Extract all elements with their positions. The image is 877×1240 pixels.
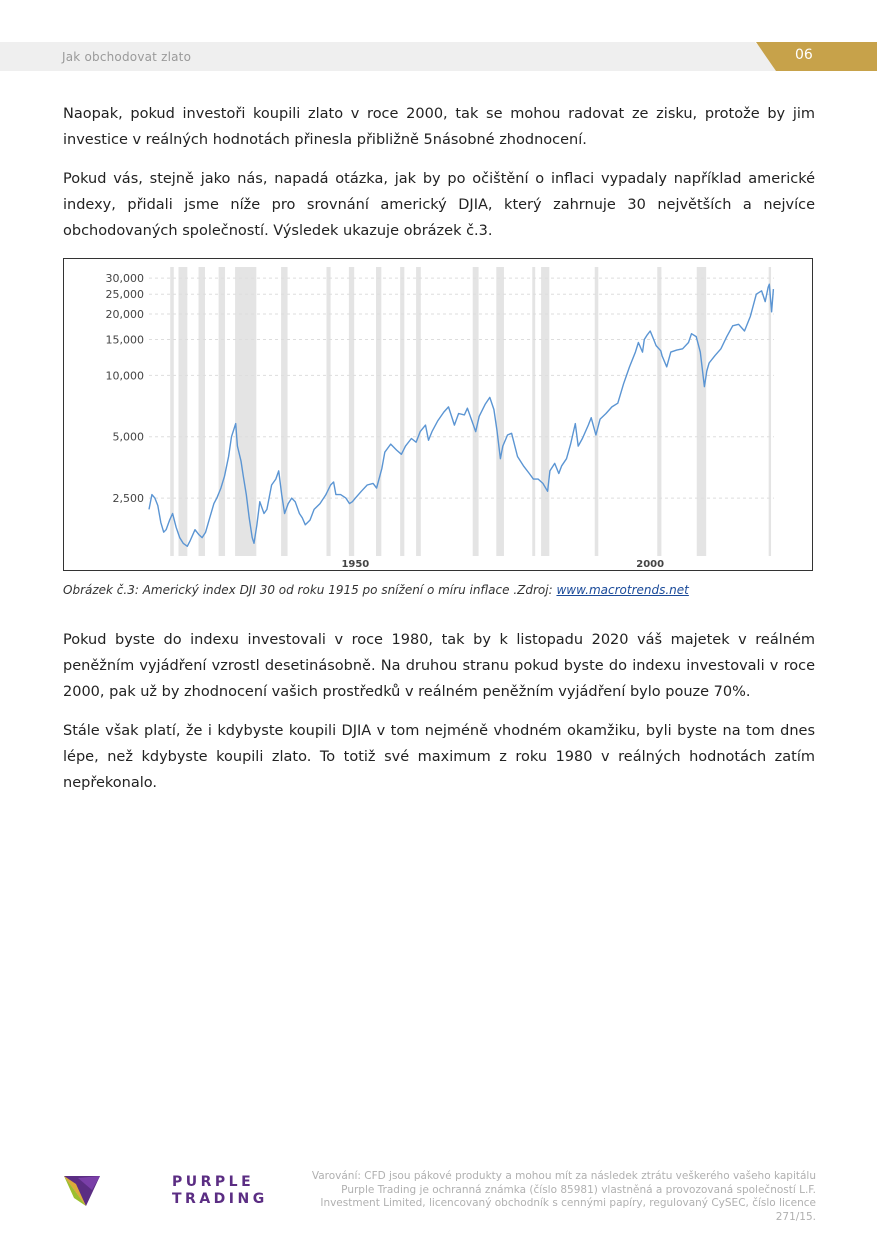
x-tick-label: 1950 <box>341 559 370 570</box>
recession-band <box>496 267 504 556</box>
recession-band <box>326 267 330 556</box>
recession-band <box>199 267 205 556</box>
y-tick-label: 2,500 <box>112 492 144 506</box>
logo-text-trading: TRADING <box>172 1191 268 1207</box>
y-tick-label: 5,000 <box>112 430 144 444</box>
recession-band <box>532 267 535 556</box>
recession-band <box>170 267 174 556</box>
document-title: Jak obchodovat zlato <box>62 50 192 64</box>
recession-band <box>219 267 225 556</box>
page-number-tab <box>756 42 877 71</box>
recession-band <box>657 267 661 556</box>
logo-mark-icon <box>64 1176 100 1210</box>
y-tick-label: 25,000 <box>105 288 144 302</box>
recession-band <box>400 267 404 556</box>
y-tick-label: 10,000 <box>105 369 144 383</box>
y-tick-label: 30,000 <box>105 272 144 286</box>
risk-disclaimer: Varování: CFD jsou pákové produkty a mohou mít za následek ztrátu veškerého vašeho kapitálu Purple Trading je ochranná známka (číslo 85981) vlastněná a provozovaná společností L.F. Investment Limited, licencovaný obchodník s cennými papíry, regulovaný CySEC, číslo licence 271/15. <box>311 1170 816 1223</box>
paragraph-djia-vs-gold: Stále však platí, že i kdybyste koupili DJIA v tom nejméně vhodném okamžiku, byli byste na tom dnes lépe, než kdybyste koupili zlato. To totiž své maximum z roku 1980 v reálných hodnotách zatím nepřekonalo. <box>63 723 815 791</box>
paragraph-gold-2000: Naopak, pokud investoři koupili zlato v roce 2000, tak se mohou radovat ze zisku, protože by jim investice v reálných hodnotách přinesla přibližně 5násobné zhodnocení. <box>63 106 815 148</box>
recession-band <box>376 267 381 556</box>
y-tick-label: 15,000 <box>105 333 144 347</box>
chart-canvas <box>64 259 812 570</box>
page-number: 06 <box>795 47 813 63</box>
source-link[interactable]: www.macrotrends.net <box>556 583 689 597</box>
paragraph-djia-intro: Pokud vás, stejně jako nás, napadá otázka, jak by po očištění o inflaci vypadaly například americké indexy, přidali jsme níže pro srovnání americký DJIA, který zahrnuje 30 největších a nejvíce obchodovaných společností. Výsledek ukazuje obrázek č.3. <box>63 171 815 239</box>
caption-text: Obrázek č.3: Americký index DJI 30 od roku 1915 po snížení o míru inflace .Zdroj: <box>63 583 557 597</box>
recession-band <box>349 267 354 556</box>
paragraph-investment-1980: Pokud byste do indexu investovali v roce 1980, tak by k listopadu 2020 váš majetek v reálném peněžním vyjádření vzrostl desetinásobně. Na druhou stranu pokud byste do indexu investovali v roce 2000, pak už by zhodnocení vašich prostředků v reálném peněžním vyjádření bylo pouze 70%. <box>63 632 815 700</box>
x-tick-label: 2000 <box>636 559 665 570</box>
recession-band <box>769 267 771 556</box>
recession-band <box>473 267 479 556</box>
recession-band <box>595 267 599 556</box>
recession-band <box>235 267 256 556</box>
djia-chart <box>63 258 813 571</box>
purple-trading-logo <box>64 1174 268 1214</box>
recession-band <box>697 267 706 556</box>
logo-text-purple: PURPLE <box>172 1174 255 1190</box>
y-tick-label: 20,000 <box>105 307 144 321</box>
recession-band <box>541 267 549 556</box>
recession-band <box>416 267 421 556</box>
figure-caption <box>63 583 689 597</box>
recession-band <box>178 267 187 556</box>
